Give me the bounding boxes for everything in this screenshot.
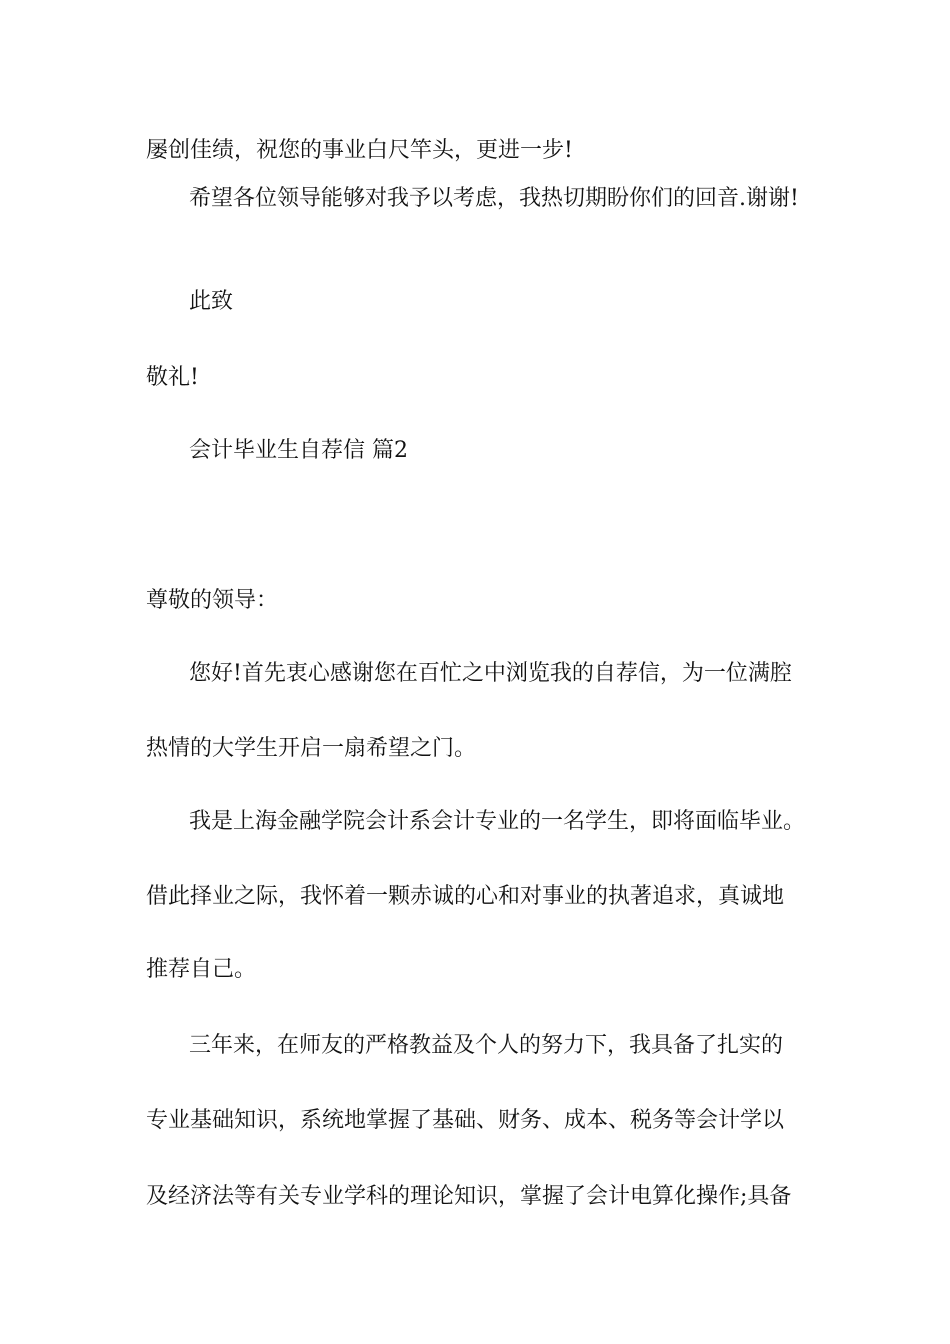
closing-salutation: 此致 [189,289,234,314]
text-line: 屡创佳绩，祝您的事业白尺竿头，更进一步! [146,138,573,163]
text-line: 您好!首先衷心感谢您在百忙之中浏览我的自荐信，为一位满腔 [189,661,792,686]
section-heading: 会计毕业生自荐信 篇2 [189,438,408,463]
closing-regards: 敬礼! [146,365,199,390]
text-line: 希望各位领导能够对我予以考虑，我热切期盼你们的回音.谢谢! [189,186,799,211]
greeting: 尊敬的领导： [146,588,279,613]
text-line: 三年来，在师友的严格教益及个人的努力下，我具备了扎实的 [189,1033,784,1058]
text-line: 及经济法等有关专业学科的理论知识，掌握了会计电算化操作;具备 [146,1184,792,1209]
text-line: 我是上海金融学院会计系会计专业的一名学生，即将面临毕业。 [189,809,806,834]
text-line: 推荐自己。 [146,957,257,982]
text-line: 专业基础知识，系统地掌握了基础、财务、成本、税务等会计学以 [146,1108,785,1133]
text-line: 热情的大学生开启一扇希望之门。 [146,736,477,761]
text-line: 借此择业之际，我怀着一颗赤诚的心和对事业的执著追求，真诚地 [146,884,785,909]
